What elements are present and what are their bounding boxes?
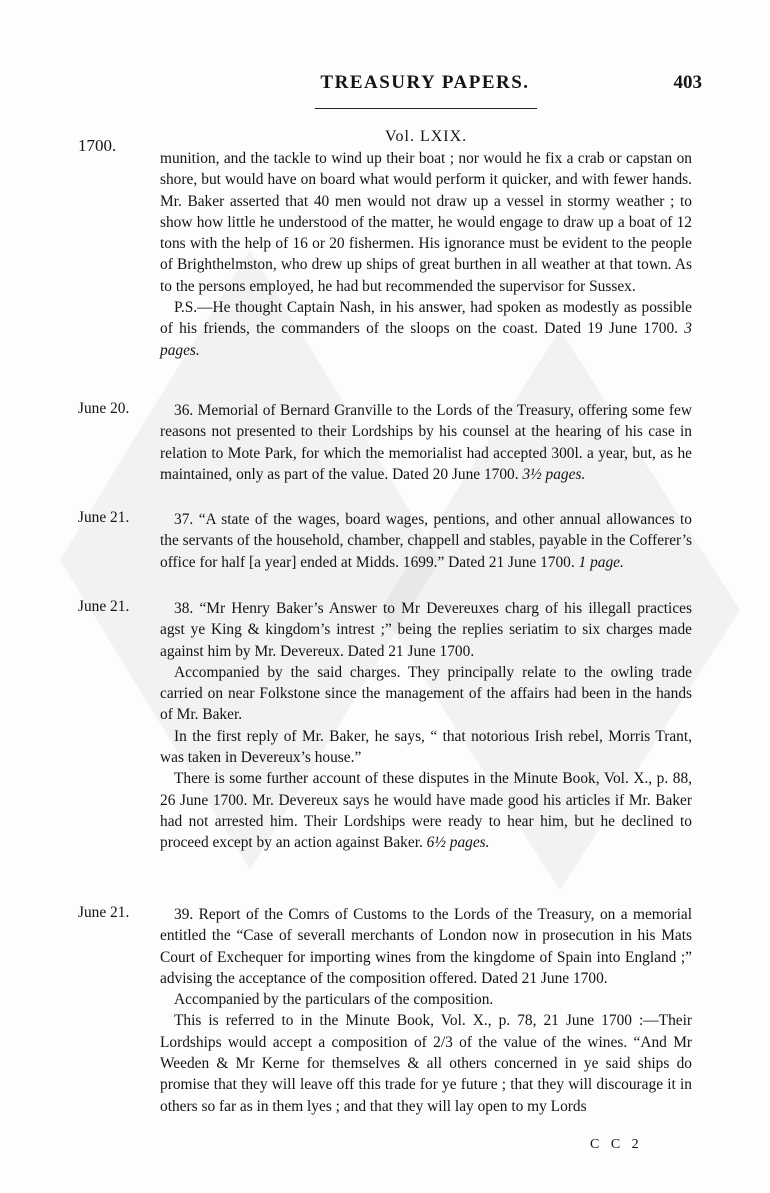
entry-date: June 21. bbox=[78, 598, 130, 615]
entry-date: June 21. bbox=[78, 509, 130, 526]
volume-heading: Vol. LXIX. bbox=[385, 128, 468, 145]
running-title: TREASURY PAPERS. bbox=[320, 72, 530, 93]
entry-paragraph: This is referred to in the Minute Book, Vol. X., p. 78, 21 June 1700 :—Their Lordships would accept a composition of 2/3 of the value of the wines. “And Mr Weeden & Mr Kerne for themselves & all others concerned in ye said ships do promise that they will leave off this trade for ye future ; that they will discourage it in others so far as in them lyes ; and that they will lay open to my Lords bbox=[160, 1012, 692, 1115]
entry-paragraph: Accompanied by the particulars of the composition. bbox=[174, 991, 494, 1009]
entry-paragraph: 38. “Mr Henry Baker’s Answer to Mr Devereuxes charg of his illegall practices agst ye King & kingdom’s intrest ;” being the replies seriatim to six charges made against him by Mr. Devereux. Dated 21 June 1700. bbox=[160, 600, 692, 660]
entry-paragraph: 39. Report of the Comrs of Customs to the Lords of the Treasury, on a memorial entitled the “Case of severall merchants of London now in prosecution in his Mats Court of Exchequer for importing wines from the kingdome of Spain into England ;” advising the acceptance of the composition offered. Dated 21 June 1700. bbox=[160, 906, 692, 987]
entry-date: June 20. bbox=[78, 400, 130, 417]
continuation-paragraph: munition, and the tackle to wind up their boat ; nor would he fix a crab or capstan on shore, but would have on board what would perform it quicker, and with fewer hands. Mr. Baker asserted that 40 men would not draw up a vessel in stormy weather ; to show how little he understood of the matter, he would engage to draw up a boat of 12 tons with the help of 16 or 20 fishermen. His ignorance must be evident to the people of Brighthelmston, who drew up ships of great burthen in all weather at that town. As to the persons employed, he had but recommended the supervisor for Sussex. bbox=[160, 150, 692, 295]
year-marker: 1700. bbox=[78, 136, 117, 155]
continuation-entry bbox=[160, 148, 692, 361]
entry-date: June 21. bbox=[78, 904, 130, 921]
pages-note: 3 pages. bbox=[160, 320, 692, 359]
pages-note: 6½ pages. bbox=[426, 834, 490, 852]
page-number: 403 bbox=[673, 72, 702, 93]
printer-signature: C C 2 bbox=[590, 1137, 643, 1152]
header-rule bbox=[315, 108, 537, 109]
continuation-postscript: P.S.—He thought Captain Nash, in his answer, had spoken as modestly as possible of his friends, the commanders of the sloops on the coast. Dated 19 June 1700. 3 pages. bbox=[160, 299, 692, 359]
entry-38 bbox=[160, 598, 692, 854]
entry-paragraph: 37. “A state of the wages, board wages, pentions, and other annual allowances to the servants of the household, chamber, chappell and stables, payable in the Cofferer’s office for half [a year] ended at Midds. 1699.” Dated 21 June 1700. 1 page. bbox=[160, 511, 692, 571]
entry-paragraph: There is some further account of these disputes in the Minute Book, Vol. X., p. 88, 26 June 1700. Mr. Devereux says he would have made good his articles if Mr. Baker had not arrested him. Their Lordships were ready to hear him, but he declined to proceed except by an action against Baker. 6½ pages. bbox=[160, 770, 692, 852]
entry-paragraph: In the first reply of Mr. Baker, he says, “ that notorious Irish rebel, Morris Trant, was taken in Devereux’s house.” bbox=[160, 727, 692, 767]
pages-note: 1 page. bbox=[578, 553, 624, 571]
entry-paragraph: Accompanied by the said charges. They principally relate to the owling trade carried on near Folkstone since the management of the affairs had been in the hands of Mr. Baker. bbox=[160, 663, 692, 724]
entry-39 bbox=[160, 904, 692, 1117]
entry-paragraph: 36. Memorial of Bernard Granville to the Lords of the Treasury, offering some few reasons not presented to their Lordships by his counsel at the hearing of his case in relation to Mote Park, for which the memorialist had accepted 300l. a year, but, as he maintained, only as part of the value. Dated 20 June 1700. 3½ pages. bbox=[160, 402, 692, 483]
pages-note: 3½ pages. bbox=[522, 465, 586, 483]
entry-36 bbox=[160, 400, 692, 485]
entry-37 bbox=[160, 509, 692, 573]
